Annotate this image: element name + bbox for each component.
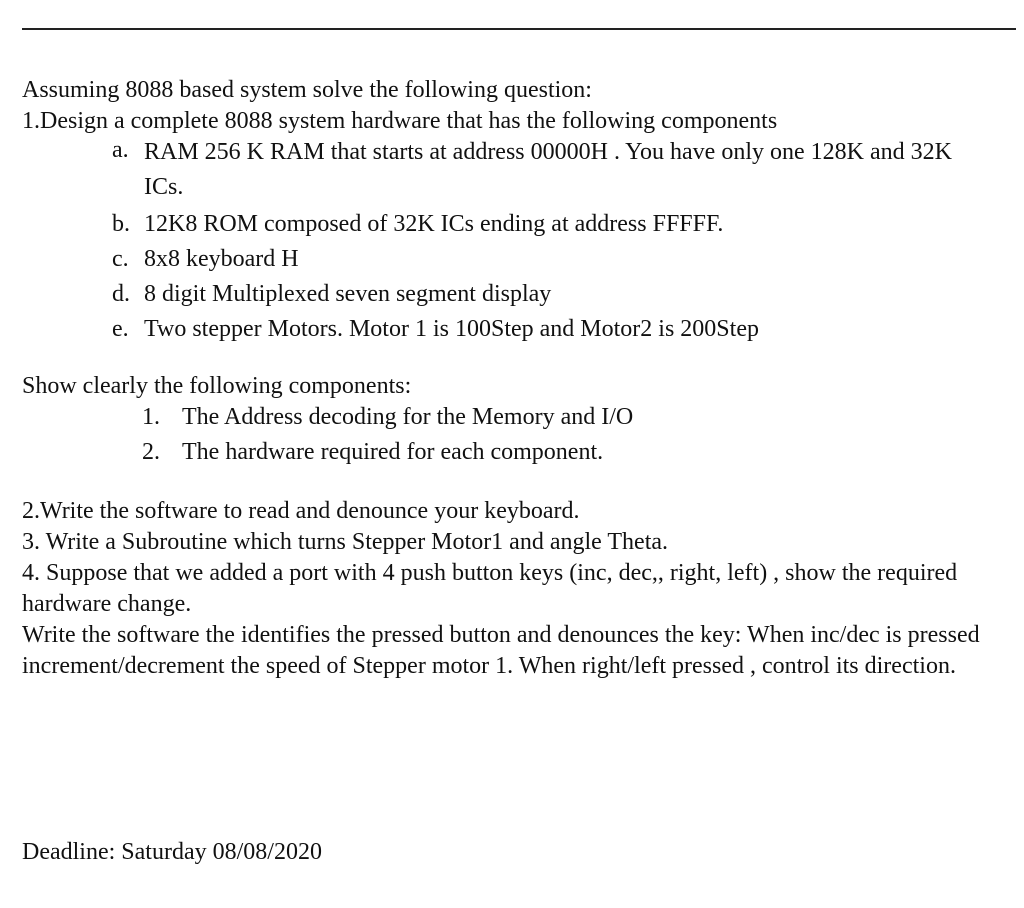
list-item bbox=[142, 437, 1012, 468]
top-rule bbox=[22, 28, 1016, 30]
assignment-document bbox=[22, 75, 1012, 868]
list-item bbox=[112, 135, 1012, 205]
list-marker: e. bbox=[112, 316, 129, 342]
question-3: 3. Write a Subroutine which turns Stepper Motor1 and angle Theta. bbox=[22, 529, 669, 555]
show-list bbox=[142, 402, 1012, 468]
list-marker: a. bbox=[112, 137, 129, 163]
list-item bbox=[112, 244, 1012, 275]
list-marker: d. bbox=[112, 281, 130, 307]
list-item bbox=[112, 209, 1012, 240]
list-marker: 2. bbox=[142, 439, 160, 465]
question-2: 2.Write the software to read and denounce your keyboard. bbox=[22, 498, 580, 524]
deadline: Deadline: Saturday 08/08/2020 bbox=[22, 839, 322, 865]
list-item-text: The Address decoding for the Memory and I/O bbox=[182, 404, 634, 430]
question-4: 4. Suppose that we added a port with 4 push button keys (inc, dec,, right, left) , show the required hardware change. bbox=[22, 560, 958, 617]
list-item-text: 12K8 ROM composed of 32K ICs ending at address FFFFF. bbox=[144, 211, 724, 237]
list-item bbox=[112, 279, 1012, 310]
intro-text: Assuming 8088 based system solve the following question: bbox=[22, 77, 592, 103]
list-marker: 1. bbox=[142, 404, 160, 430]
component-list bbox=[112, 135, 1012, 345]
list-item bbox=[112, 314, 1012, 345]
list-item-text: 8x8 keyboard H bbox=[144, 246, 299, 272]
list-item-text: Two stepper Motors. Motor 1 is 100Step and Motor2 is 200Step bbox=[144, 316, 759, 342]
list-item-text: The hardware required for each component. bbox=[182, 439, 604, 465]
list-item-text: RAM 256 K RAM that starts at address 00000H . You have only one 128K and 32K ICs. bbox=[144, 139, 952, 200]
list-marker: b. bbox=[112, 211, 130, 237]
list-marker: c. bbox=[112, 246, 129, 272]
list-item bbox=[142, 402, 1012, 433]
list-item-text: 8 digit Multiplexed seven segment display bbox=[144, 281, 552, 307]
show-title: Show clearly the following components: bbox=[22, 373, 412, 399]
question-1-title: 1.Design a complete 8088 system hardware that has the following components bbox=[22, 108, 778, 134]
question-4-software: Write the software the identifies the pressed button and denounces the key: When inc/dec is pressed increment/decrement the speed of Stepper motor 1. When right/left pressed , control its direction. bbox=[22, 622, 980, 679]
